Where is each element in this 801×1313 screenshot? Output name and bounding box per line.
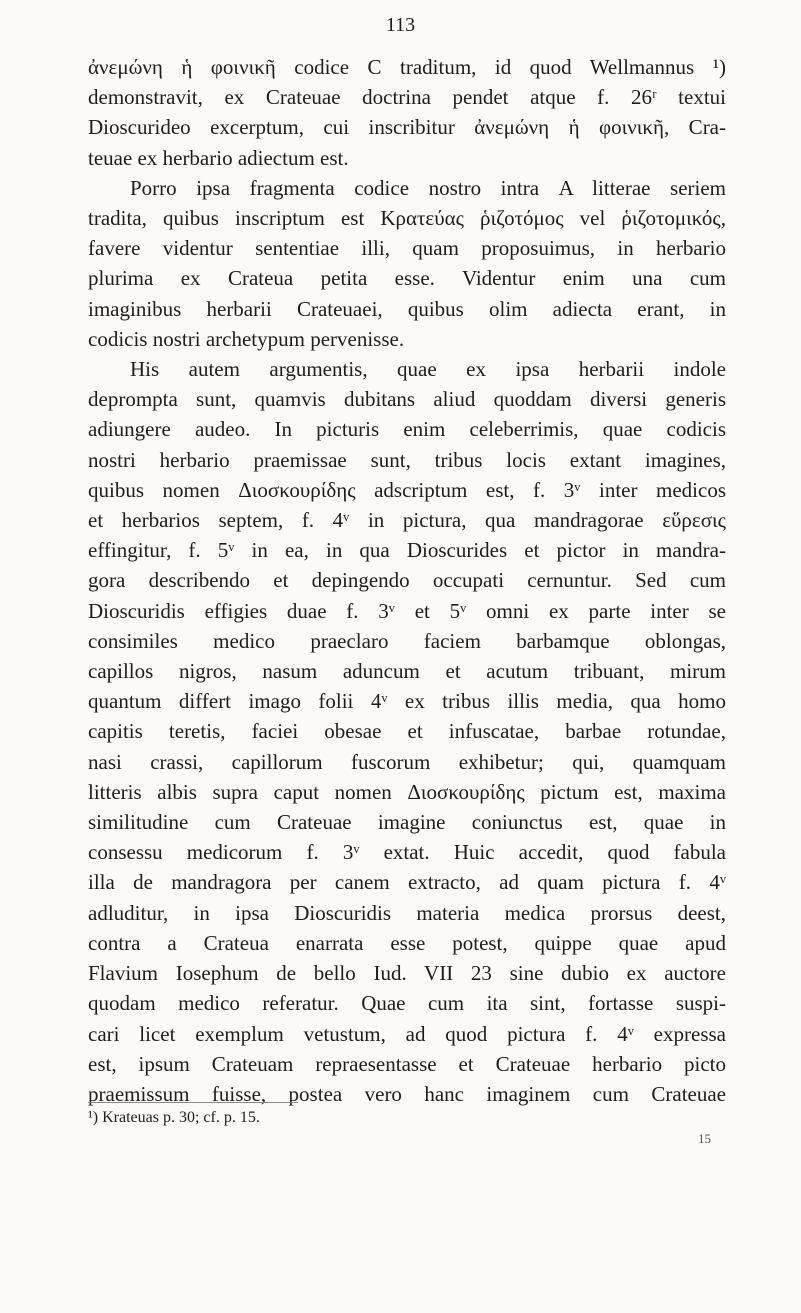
footnote: ¹) Krateuas p. 30; cf. p. 15. <box>88 1109 260 1126</box>
text-line: praemissum fuisse, postea vero hanc imaginem cum Crateuae <box>88 1081 726 1106</box>
text-line: deprompta sunt, quamvis dubitans aliud quoddam diversi generis <box>88 387 726 412</box>
text-line: codicis nostri archetypum pervenisse. <box>88 326 405 351</box>
text-line: Porro ipsa fragmenta codice nostro intra Α litterae seriem <box>130 175 726 200</box>
text-line: quodam medico referatur. Quae cum ita sint, fortasse suspi- <box>88 991 726 1016</box>
text-line: imaginibus herbarii Crateuaei, quibus olim adiecta erant, in <box>88 296 726 321</box>
footnote-divider <box>88 1102 298 1103</box>
text-line: contra a Crateua enarrata esse potest, quippe quae apud <box>88 930 726 955</box>
text-line: cari licet exemplum vetustum, ad quod pictura f. 4ᵛ expressa <box>88 1021 726 1046</box>
text-line: et herbarios septem, f. 4ᵛ in pictura, qua mandragorae εὕρεσις <box>88 508 726 533</box>
text-line: tradita, quibus inscriptum est Κρατεύας ῥιζοτόμος vel ῥιζοτομικός, <box>88 206 726 231</box>
text-line: plurima ex Crateua petita esse. Videntur enim una cum <box>88 266 726 291</box>
text-line: Flavium Iosephum de bello Iud. VII 23 sine dubio ex auctore <box>88 961 726 986</box>
text-line: quibus nomen Διοσκουρίδης adscriptum est, f. 3ᵛ inter medicos <box>88 477 726 502</box>
page-number: 113 <box>385 14 416 36</box>
text-line: est, ipsum Crateuam repraesentasse et Crateuae herbario picto <box>88 1051 726 1076</box>
text-line: Dioscurideo excerptum, cui inscribitur ἀνεμώνη ἡ φοινικῆ, Cra- <box>88 115 726 140</box>
text-line: capitis teretis, faciei obesae et infuscatae, barbae rotundae, <box>88 719 726 744</box>
text-line: similitudine cum Crateuae imagine coniunctus est, quae in <box>88 810 726 835</box>
text-line: nasi crassi, capillorum fuscorum exhibetur; qui, quamquam <box>88 749 726 774</box>
text-line: consimiles medico praeclaro faciem barbamque oblongas, <box>88 628 726 653</box>
text-line: adluditur, in ipsa Dioscuridis materia medica prorsus deest, <box>88 900 726 925</box>
text-line: quantum differt imago folii 4ᵛ ex tribus illis media, qua homo <box>88 689 726 714</box>
text-line: effingitur, f. 5ᵛ in ea, in qua Dioscurides et pictor in mandra- <box>88 538 726 563</box>
text-line: adiungere audeo. In picturis enim celeberrimis, quae codicis <box>88 417 726 442</box>
text-line: teuae ex herbario adiectum est. <box>88 145 349 170</box>
text-line: litteris albis supra caput nomen Διοσκουρίδης pictum est, maxima <box>88 779 726 804</box>
text-line: consessu medicorum f. 3ᵛ extat. Huic accedit, quod fabula <box>88 840 726 865</box>
text-line: demonstravit, ex Crateuae doctrina pendet atque f. 26ʳ textui <box>88 85 726 110</box>
text-line: His autem argumentis, quae ex ipsa herbarii indole <box>130 357 726 382</box>
text-line: ἀνεμώνη ἡ φοινικῆ codice C traditum, id quod Wellmannus ¹) <box>88 55 726 79</box>
text-line: favere videntur sententiae illi, quam proposuimus, in herbario <box>88 236 726 261</box>
text-line: gora describendo et depingendo occupati cernuntur. Sed cum <box>88 568 726 593</box>
text-line: illa de mandragora per canem extracto, ad quam pictura f. 4ᵛ <box>88 870 726 895</box>
text-line: Dioscuridis effigies duae f. 3ᵛ et 5ᵛ omni ex parte inter se <box>88 598 726 623</box>
text-line: nostri herbario praemissae sunt, tribus locis extant imagines, <box>88 447 726 472</box>
body-text <box>88 52 726 1109</box>
signature-mark: 15 <box>698 1131 711 1146</box>
text-line: capillos nigros, nasum aduncum et acutum tribuant, mirum <box>88 659 726 684</box>
